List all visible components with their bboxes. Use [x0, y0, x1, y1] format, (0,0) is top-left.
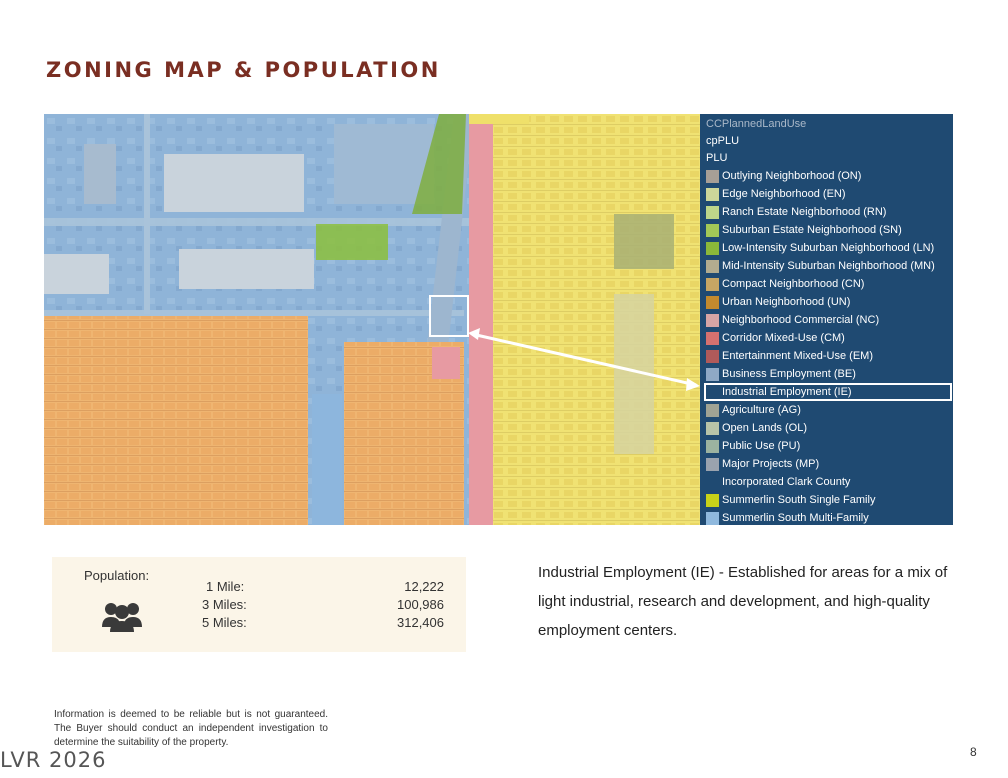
legend-swatch	[706, 314, 719, 327]
population-distance: 1 Mile:	[206, 579, 245, 594]
legend-swatch	[706, 350, 719, 363]
legend-swatch	[706, 458, 719, 471]
population-distance: 5 Miles:	[202, 615, 247, 630]
legend-item-label: Major Projects (MP)	[722, 458, 820, 470]
page-number: 8	[970, 745, 977, 759]
population-value: 100,986	[397, 597, 444, 612]
legend-item	[700, 203, 953, 221]
legend-item	[700, 437, 953, 455]
legend-item	[700, 473, 953, 491]
legend-item	[700, 491, 953, 509]
legend-swatch	[706, 494, 719, 507]
legend-item	[700, 221, 953, 239]
legend-swatch	[706, 332, 719, 345]
legend-item-label: Outlying Neighborhood (ON)	[722, 170, 862, 182]
legend-swatch	[706, 170, 719, 183]
population-label: Population:	[84, 568, 150, 583]
legend-swatch	[706, 404, 719, 417]
legend-item	[700, 293, 953, 311]
legend-item-label: Agriculture (AG)	[722, 404, 801, 416]
legend-item-label: Public Use (PU)	[722, 440, 801, 452]
legend-item-label: Compact Neighborhood (CN)	[722, 278, 865, 290]
legend-item-label: Neighborhood Commercial (NC)	[722, 314, 880, 326]
zoning-description: Industrial Employment (IE) - Established for areas for a mix of light industrial, research and development, and high-quality employment centers.	[538, 564, 948, 639]
legend-item	[700, 185, 953, 203]
page-title: ZONING MAP & POPULATION	[46, 58, 441, 82]
legend-swatch	[706, 512, 719, 525]
legend-swatch	[706, 278, 719, 291]
legend-item	[704, 383, 952, 401]
legend-title: CCPlannedLandUse	[706, 118, 807, 130]
legend-item-label: Urban Neighborhood (UN)	[722, 296, 851, 308]
population-panel	[52, 557, 466, 652]
legend-item	[700, 509, 953, 525]
legend-item	[700, 167, 953, 185]
legend-item	[700, 419, 953, 437]
watermark: LVR 2026	[0, 748, 107, 772]
legend-item-label: Corridor Mixed-Use (CM)	[722, 332, 845, 344]
legend-item	[700, 239, 953, 257]
legend-item-label: Edge Neighborhood (EN)	[722, 188, 846, 200]
legend-item	[700, 401, 953, 419]
legend-item-label: Entertainment Mixed-Use (EM)	[722, 350, 873, 362]
legend-item-label: Business Employment (BE)	[722, 368, 856, 380]
people-icon	[101, 599, 143, 633]
legend-item	[700, 455, 953, 473]
legend-swatch	[706, 260, 719, 273]
legend-item	[700, 311, 953, 329]
legend-item-label: Low-Intensity Suburban Neighborhood (LN)	[722, 242, 935, 254]
legend-item-label: Incorporated Clark County	[722, 476, 851, 488]
population-value: 312,406	[397, 615, 444, 630]
legend-swatch	[706, 206, 719, 219]
disclaimer: Information is deemed to be reliable but is not guaranteed. The Buyer should conduct an independent investigation to determine the suitability of the property.	[54, 709, 328, 748]
legend-swatch	[706, 188, 719, 201]
legend-subtitle: cpPLU	[706, 135, 740, 147]
zoning-map[interactable]	[44, 114, 953, 525]
legend-subtitle: PLU	[706, 152, 728, 164]
legend-swatch	[706, 368, 719, 381]
legend-item-label: Suburban Estate Neighborhood (SN)	[722, 224, 902, 236]
legend-item	[700, 257, 953, 275]
legend-swatch	[706, 242, 719, 255]
legend-swatch	[706, 296, 719, 309]
legend-item-label: Ranch Estate Neighborhood (RN)	[722, 206, 887, 218]
map-legend	[700, 114, 953, 525]
legend-swatch	[706, 224, 719, 237]
population-distance: 3 Miles:	[202, 597, 247, 612]
legend-item	[700, 275, 953, 293]
legend-item-label: Open Lands (OL)	[722, 422, 807, 434]
legend-item	[700, 347, 953, 365]
legend-item	[700, 329, 953, 347]
legend-swatch	[706, 440, 719, 453]
legend-item-label: Summerlin South Single Family	[722, 494, 876, 506]
legend-item-label: Industrial Employment (IE)	[722, 386, 852, 398]
legend-item-label: Mid-Intensity Suburban Neighborhood (MN)	[722, 260, 935, 272]
legend-swatch	[706, 422, 719, 435]
population-value: 12,222	[404, 579, 444, 594]
legend-item-label: Summerlin South Multi-Family	[722, 512, 869, 524]
legend-item	[700, 365, 953, 383]
